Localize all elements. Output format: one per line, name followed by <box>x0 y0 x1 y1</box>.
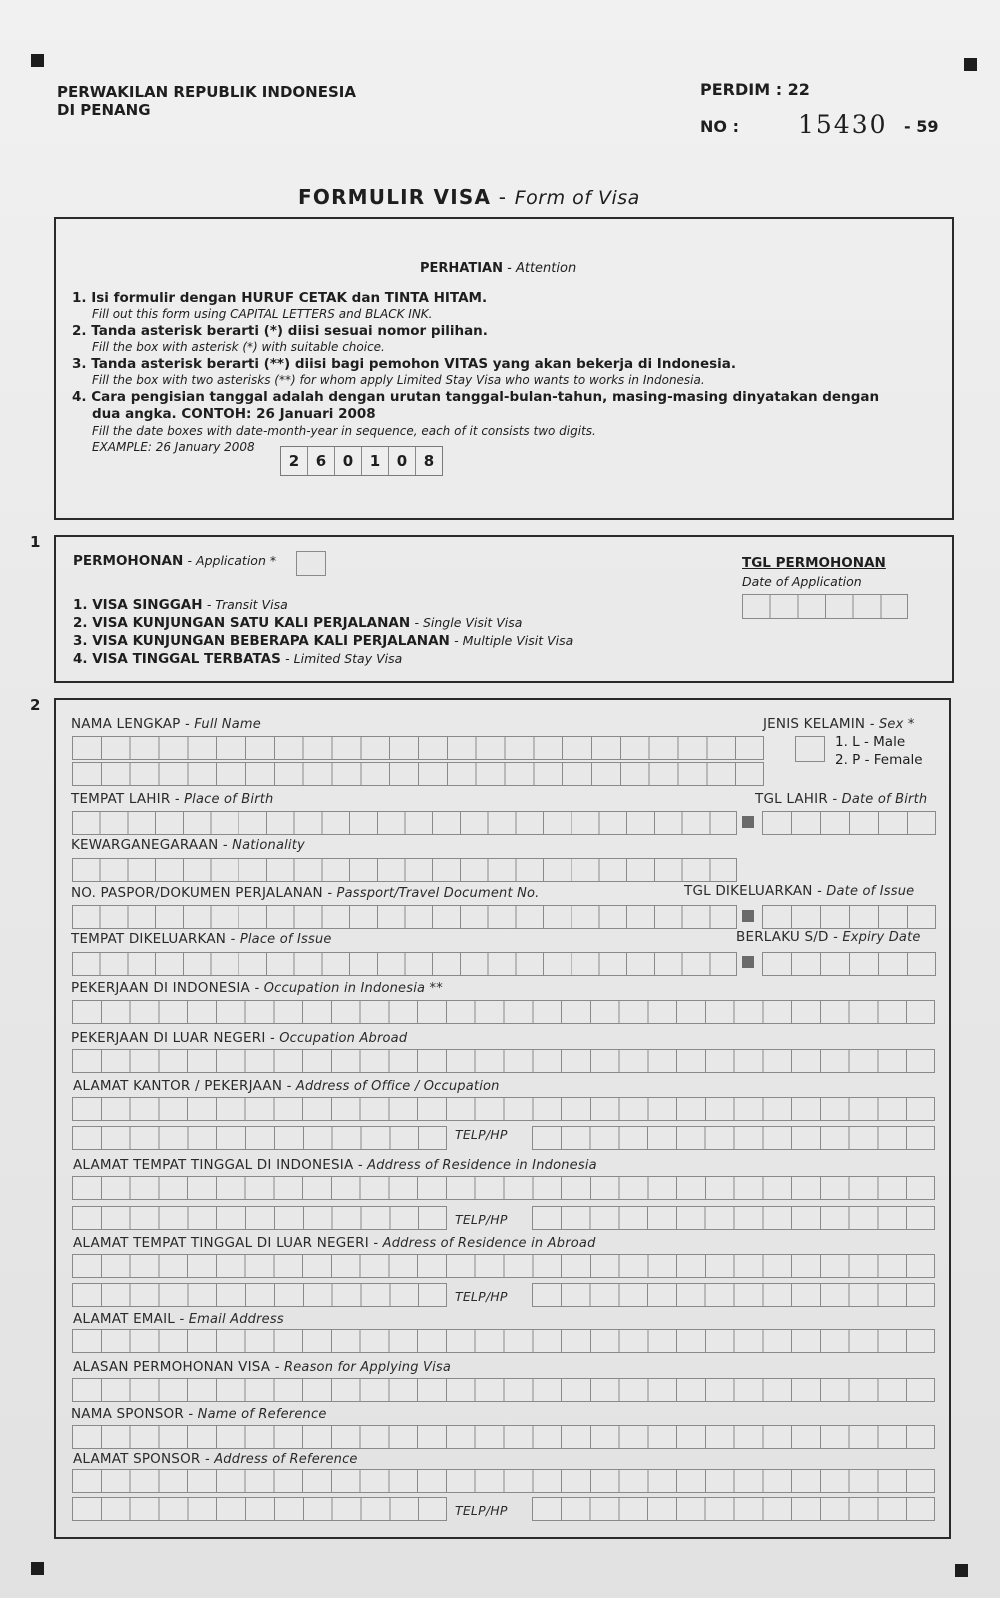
date-of-birth-boxes[interactable] <box>762 811 936 835</box>
sponsor-address-boxes-row-1[interactable] <box>72 1469 935 1493</box>
attention-item-1-num: 1. <box>72 290 87 306</box>
sponsor-name-label-id: NAMA SPONSOR <box>71 1406 184 1422</box>
sex-label-en: - Sex * <box>869 717 915 732</box>
visa-option-1-en: - Transit Visa <box>206 597 288 612</box>
occupation-abroad-boxes[interactable] <box>72 1049 935 1073</box>
attention-item-3-en: Fill the box with two asterisks (**) for whom apply Limited Stay Visa who wants to works in Indonesia. <box>92 373 705 387</box>
place-of-issue-label-en: - Place of Issue <box>230 932 332 947</box>
office-phone-label: TELP/HP <box>455 1127 508 1142</box>
date-of-issue-label-en: - Date of Issue <box>817 884 915 899</box>
attention-item-3-num: 3. <box>72 356 87 372</box>
attention-item-4-text: Cara pengisian tanggal adalah dengan urutan tanggal-bulan-tahun, masing-masing dinyatakan dengan <box>91 389 880 405</box>
application-label-id: PERMOHONAN <box>73 553 184 569</box>
nationality-boxes[interactable] <box>72 858 737 882</box>
occupation-indonesia-label <box>71 980 443 996</box>
application-date-label-en: Date of Application <box>742 574 862 589</box>
expiry-date-label-id: BERLAKU S/D <box>736 929 829 945</box>
expiry-date-label <box>736 929 921 945</box>
example-digit: 8 <box>423 452 435 470</box>
example-digit: 2 <box>281 447 308 475</box>
visa-option-3-en: - Multiple Visit Visa <box>454 633 574 648</box>
issue-date-bullet <box>742 910 754 922</box>
office-address-label <box>73 1078 500 1094</box>
place-of-birth-boxes[interactable] <box>72 811 737 835</box>
office-phone-boxes[interactable] <box>532 1126 935 1150</box>
sponsor-phone-label: TELP/HP <box>455 1503 508 1518</box>
sex-option-male: 1. L - Male <box>835 734 906 750</box>
sex-choice-box[interactable] <box>795 736 825 762</box>
section-1-number: 1 <box>30 533 41 551</box>
residence-indonesia-label-en: - Address of Residence in Indonesia <box>357 1158 597 1173</box>
attention-item-4-example: EXAMPLE: 26 January 2008 <box>92 440 255 454</box>
form-title-main: FORMULIR VISA <box>298 185 492 209</box>
attention-item-2 <box>72 323 488 339</box>
attention-item-3-text: Tanda asterisk berarti (**) diisi bagi pemohon VITAS yang akan bekerja di Indonesia. <box>91 356 737 372</box>
office-line-2: DI PENANG <box>57 101 151 119</box>
passport-number-label-id: NO. PASPOR/DOKUMEN PERJALANAN <box>71 885 323 901</box>
residence-indonesia-label-id: ALAMAT TEMPAT TINGGAL DI INDONESIA <box>73 1157 354 1173</box>
attention-item-2-num: 2. <box>72 323 87 339</box>
residence-indonesia-label <box>73 1157 597 1173</box>
visa-option-4-en: - Limited Stay Visa <box>285 651 403 666</box>
attention-item-3 <box>72 356 736 372</box>
attention-item-2-text: Tanda asterisk berarti (*) diisi sesuai nomor pilihan. <box>91 323 488 339</box>
sex-label-id: JENIS KELAMIN <box>763 716 866 732</box>
office-address-boxes-row-1[interactable] <box>72 1097 935 1121</box>
visa-option-1-id: 1. VISA SINGGAH <box>73 597 203 613</box>
sponsor-name-label-en: - Name of Reference <box>188 1407 327 1422</box>
full-name-label-en: - Full Name <box>185 717 261 732</box>
attention-heading-en: - Attention <box>507 261 577 276</box>
date-of-birth-label <box>755 791 927 807</box>
sponsor-address-label-id: ALAMAT SPONSOR <box>73 1451 201 1467</box>
occupation-abroad-label-id: PEKERJAAN DI LUAR NEGERI <box>71 1030 266 1046</box>
visa-option-4 <box>73 650 573 668</box>
nationality-label-en: - Nationality <box>222 838 305 853</box>
form-title <box>298 185 640 209</box>
residence-abroad-phone-boxes[interactable] <box>532 1283 935 1307</box>
occupation-abroad-label <box>71 1030 407 1046</box>
registration-mark-top-right <box>964 58 977 71</box>
attention-item-1-text: Isi formulir dengan HURUF CETAK dan TINTA HITAM. <box>91 290 488 306</box>
sponsor-address-boxes-row-2[interactable] <box>72 1497 447 1521</box>
attention-heading <box>420 261 576 276</box>
application-date-boxes[interactable] <box>742 594 908 619</box>
attention-item-1-en: Fill out this form using CAPITAL LETTERS and BLACK INK. <box>92 307 433 321</box>
office-line-1: PERWAKILAN REPUBLIK INDONESIA <box>57 83 356 101</box>
sex-options <box>835 733 923 769</box>
visa-reason-label-en: - Reason for Applying Visa <box>274 1360 452 1375</box>
full-name-label-id: NAMA LENGKAP <box>71 716 181 732</box>
email-label <box>73 1311 284 1327</box>
registration-mark-bottom-right <box>955 1564 968 1577</box>
attention-heading-id: PERHATIAN <box>420 261 503 276</box>
visa-type-list <box>73 596 573 668</box>
attention-item-4-num: 4. <box>72 389 87 405</box>
attention-item-1 <box>72 290 487 306</box>
expiry-date-label-en: - Expiry Date <box>833 930 921 945</box>
visa-reason-label <box>73 1359 451 1375</box>
form-number-suffix: - 59 <box>904 117 939 136</box>
place-of-birth-label <box>71 791 274 807</box>
application-date-label: TGL PERMOHONAN <box>742 555 886 571</box>
office-address-boxes-row-2[interactable] <box>72 1126 447 1150</box>
visa-option-2 <box>73 614 573 632</box>
sponsor-name-boxes[interactable] <box>72 1425 935 1449</box>
attention-item-4-en: Fill the date boxes with date-month-year in sequence, each of it consists two digits. <box>92 424 596 438</box>
nationality-label-id: KEWARGANEGARAAN <box>71 837 219 853</box>
example-digit: 6 <box>308 447 335 475</box>
place-of-birth-label-id: TEMPAT LAHIR <box>71 791 171 807</box>
residence-abroad-boxes-row-2[interactable] <box>72 1283 447 1307</box>
visa-option-1 <box>73 596 573 614</box>
visa-option-4-id: 4. VISA TINGGAL TERBATAS <box>73 651 281 667</box>
occupation-indonesia-label-en: - Occupation in Indonesia ** <box>254 981 443 996</box>
date-of-issue-label <box>684 883 914 899</box>
email-label-en: - Email Address <box>179 1312 284 1327</box>
form-number-label: NO : <box>700 117 739 136</box>
visa-option-3 <box>73 632 573 650</box>
sponsor-phone-boxes[interactable] <box>532 1497 935 1521</box>
residence-abroad-boxes-row-1[interactable] <box>72 1254 935 1278</box>
passport-number-boxes[interactable] <box>72 905 737 929</box>
residence-abroad-label <box>73 1235 596 1251</box>
example-digit: 0 <box>389 447 416 475</box>
visa-option-2-id: 2. VISA KUNJUNGAN SATU KALI PERJALANAN <box>73 615 411 631</box>
form-number: 15430 <box>798 110 888 139</box>
residence-abroad-label-en: - Address of Residence in Abroad <box>373 1236 596 1251</box>
expiry-date-boxes[interactable] <box>762 952 936 976</box>
sponsor-address-label-en: - Address of Reference <box>204 1452 358 1467</box>
application-label-en: - Application * <box>187 553 277 568</box>
occupation-indonesia-boxes[interactable] <box>72 1000 935 1024</box>
full-name-boxes-row-2[interactable] <box>72 762 764 786</box>
example-date-boxes <box>280 446 443 476</box>
sex-label <box>763 716 915 732</box>
email-boxes[interactable] <box>72 1329 935 1353</box>
place-of-birth-label-en: - Place of Birth <box>174 792 274 807</box>
office-address-label-en: - Address of Office / Occupation <box>286 1079 500 1094</box>
place-of-issue-boxes[interactable] <box>72 952 737 976</box>
application-label <box>73 553 276 569</box>
residence-abroad-label-id: ALAMAT TEMPAT TINGGAL DI LUAR NEGERI <box>73 1235 369 1251</box>
perdim-code: PERDIM : 22 <box>700 80 810 99</box>
residence-abroad-phone-label: TELP/HP <box>455 1289 508 1304</box>
attention-item-4-line2: dua angka. CONTOH: 26 Januari 2008 <box>92 406 376 422</box>
form-title-separator: - <box>491 185 515 209</box>
place-of-issue-label-id: TEMPAT DIKELUARKAN <box>71 931 227 947</box>
sponsor-name-label <box>71 1406 327 1422</box>
full-name-label <box>71 716 261 732</box>
sex-option-female: 2. P - Female <box>835 752 923 768</box>
attention-item-4 <box>72 389 879 405</box>
occupation-abroad-label-en: - Occupation Abroad <box>270 1031 408 1046</box>
passport-number-label <box>71 885 540 901</box>
date-of-issue-boxes[interactable] <box>762 905 936 929</box>
expiry-date-bullet <box>742 956 754 968</box>
section-2-number: 2 <box>30 696 41 714</box>
birth-date-bullet <box>742 816 754 828</box>
sponsor-address-label <box>73 1451 358 1467</box>
residence-indonesia-phone-label: TELP/HP <box>455 1212 508 1227</box>
full-name-boxes-row-1[interactable] <box>72 736 764 760</box>
residence-indonesia-boxes-row-2[interactable] <box>72 1206 447 1230</box>
email-label-id: ALAMAT EMAIL <box>73 1311 175 1327</box>
visa-reason-boxes[interactable] <box>72 1378 935 1402</box>
issuing-office <box>57 83 356 119</box>
date-of-birth-label-id: TGL LAHIR <box>755 791 828 807</box>
occupation-indonesia-label-id: PEKERJAAN DI INDONESIA <box>71 980 250 996</box>
residence-indonesia-phone-boxes[interactable] <box>532 1206 935 1230</box>
date-of-issue-label-id: TGL DIKELUARKAN <box>684 883 813 899</box>
registration-mark-top-left <box>31 54 44 67</box>
visa-reason-label-id: ALASAN PERMOHONAN VISA <box>73 1359 271 1375</box>
passport-number-label-en: - Passport/Travel Document No. <box>327 886 540 901</box>
visa-option-3-id: 3. VISA KUNJUNGAN BEBERAPA KALI PERJALANAN <box>73 633 450 649</box>
example-digit: 0 <box>335 447 362 475</box>
form-title-english: Form of Visa <box>514 187 640 209</box>
residence-indonesia-boxes-row-1[interactable] <box>72 1176 935 1200</box>
nationality-label <box>71 837 305 853</box>
visa-option-2-en: - Single Visit Visa <box>414 615 523 630</box>
application-type-box[interactable] <box>296 551 326 576</box>
example-digit: 1 <box>362 447 389 475</box>
place-of-issue-label <box>71 931 332 947</box>
date-of-birth-label-en: - Date of Birth <box>832 792 928 807</box>
attention-item-2-en: Fill the box with asterisk (*) with suitable choice. <box>92 340 385 354</box>
office-address-label-id: ALAMAT KANTOR / PEKERJAAN <box>73 1078 283 1094</box>
registration-mark-bottom-left <box>31 1562 44 1575</box>
